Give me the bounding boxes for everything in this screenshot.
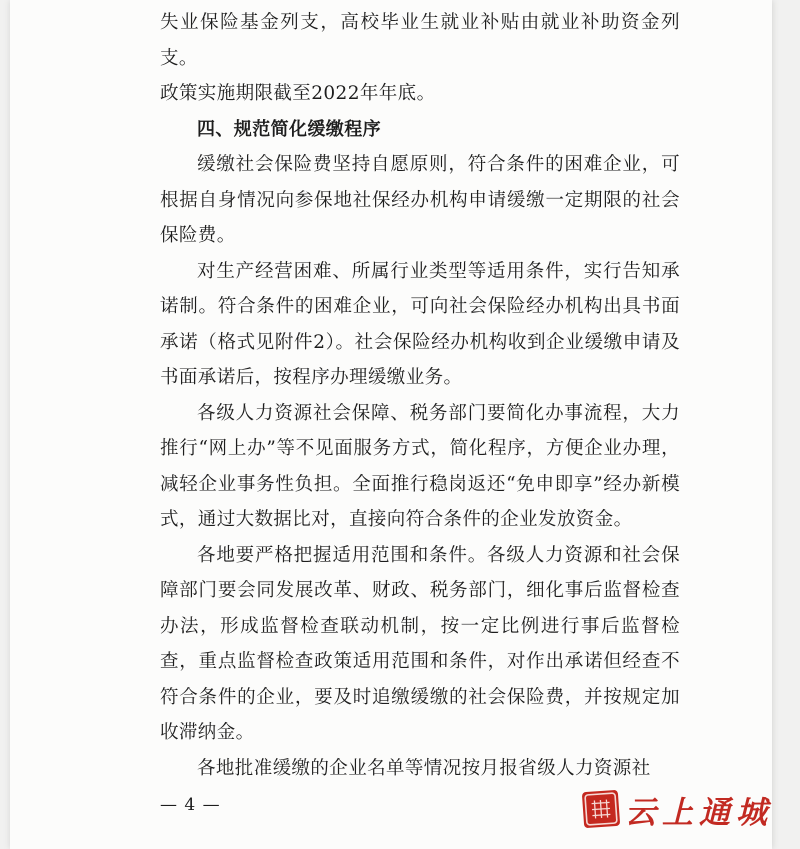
watermark-text: 云上通城 (625, 794, 773, 831)
body-line: 失业保险基金列支，高校毕业生就业补贴由就业补助资金列支。 (160, 12, 680, 69)
paragraph: 各地批准缓缴的企业名单等情况按月报省级人力资源社 (197, 757, 651, 779)
paragraph: 对生产经营困难、所属行业类型等适用条件，实行告知承诺制。符合条件的困难企业，可向社会保险经办机构出具书面承诺（格式见附件2）。社会保险经办机构收到企业缓缴申请及书面承诺后，按程序办理缓缴业务。 (160, 260, 680, 388)
paragraph: 缓缴社会保险费坚持自愿原则，符合条件的困难企业，可根据自身情况向参保地社保经办机构申请缓缴一定期限的社会保险费。 (160, 154, 680, 246)
seal-logo-icon (582, 790, 620, 828)
page-number: — 4 — (160, 795, 221, 815)
section-heading: 四、规范简化缓缴程序 (197, 118, 381, 140)
paragraph: 各级人力资源社会保障、税务部门要简化办事流程，大力推行“网上办”等不见面服务方式，简化程序，方便企业办理，减轻企业事务性负担。全面推行稳岗返还“免申即享”经办新模式，通过大数据比对，直接向符合条件的企业发放资金。 (160, 402, 680, 530)
watermark-logo (583, 787, 773, 831)
document-body (160, 5, 680, 786)
paragraph: 各地要严格把握适用范围和条件。各级人力资源和社会保障部门要会同发展改革、财政、税务部门，细化事后监督检查办法，形成监督检查联动机制，按一定比例进行事后监督检查，重点监督检查政策适用范围和条件，对作出承诺但经查不符合条件的企业，要及时追缴缓缴的社会保险费，并按规定加收滞纳金。 (160, 544, 680, 743)
body-line: 政策实施期限截至2022年年底。 (160, 83, 436, 104)
document-page (10, 0, 772, 849)
